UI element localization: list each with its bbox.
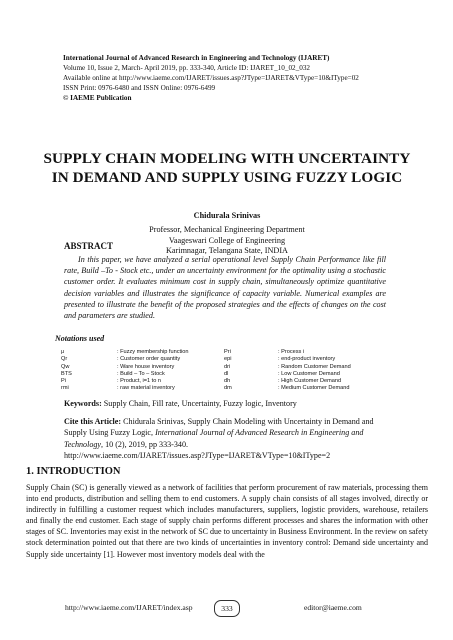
introduction-heading: 1. INTRODUCTION bbox=[26, 466, 121, 477]
notation-symbol: Qr bbox=[61, 356, 68, 363]
notation-symbol: dh bbox=[224, 378, 231, 385]
notation-symbol: epi bbox=[224, 356, 232, 363]
notation-meaning: : Ware house inventory bbox=[117, 363, 175, 370]
abstract-body: In this paper, we have analyzed a serial operational level Supply Chain Performance like fill rate, Build –To - Stock etc., under an uncertainty environment for the optimality using a stochastic customer order. It evaluates minimum cost in supply chain, simultaneously optimize quantitative decision variables and illustrates the significance of capacity variable. Numerical examples are presented to illustrate the benefit of the proposed strategies and the effects of changes on the cost and parameters are studied. bbox=[64, 255, 386, 321]
notation-meaning: : Fuzzy membership function bbox=[117, 349, 189, 355]
paper-title: SUPPLY CHAIN MODELING WITH UNCERTAINTY IN DEMAND AND SUPPLY USING FUZZY LOGIC bbox=[43, 150, 411, 186]
publisher-line: © IAEME Publication bbox=[63, 94, 132, 102]
notation-symbol: Pri bbox=[224, 349, 231, 355]
introduction-body: Supply Chain (SC) is generally viewed as a network of facilities that perform procurement of raw materials, processing them into end products, distribution and selling them to end customers. A supply chain consists of all stages involved, directly or indirectly in fulfilling a customer request which includes manufacturers, suppliers, logistic providers, warehouse, retailers and finally the end customer. Each stage of supply chain performs different processes and shares the information with other stages of SC. Inventories may exist in the network of SC due to uncertainty in Business Environment. In the review on safety stock determination pointed out that there are two kinds of uncertainties in inventory control: Demand side uncertainty and Supply side uncertainty [1]. However most inventory models deal with the bbox=[26, 483, 428, 559]
cite-text: Chidurala Srinivas, Supply Chain Modeling with Uncertainty in Demand and Supply Using Fuzzy Logic, bbox=[64, 417, 374, 438]
volume-line: Volume 10, Issue 2, March- April 2019, pp. 333-340, Article ID: IJARET_10_02_032 bbox=[63, 64, 311, 72]
notation-symbol: Pi bbox=[61, 378, 66, 385]
notation-meanings-right bbox=[278, 349, 388, 393]
notation-meaning: : Process i bbox=[278, 349, 305, 355]
notation-symbol: dl bbox=[224, 370, 229, 377]
keywords-label: Keywords: bbox=[64, 399, 102, 408]
notation-meaning: : end-product inventory bbox=[278, 356, 336, 363]
author-college: Vaageswari College of Engineering bbox=[168, 235, 286, 245]
notation-meaning: : Customer order quantity bbox=[117, 356, 181, 363]
cite-journal: International Journal of Advanced Research in Engineering and Technology bbox=[64, 428, 364, 449]
footer-email[interactable]: editor@iaeme.com bbox=[304, 603, 362, 612]
notation-symbols-left bbox=[61, 349, 116, 393]
issn-line: ISSN Print: 0976-6480 and ISSN Online: 0976-6499 bbox=[63, 84, 216, 92]
notation-symbols-right bbox=[224, 349, 276, 393]
author-location: Karimnagar, Telangana State, INDIA bbox=[166, 246, 288, 256]
available-online-line[interactable]: Available online at http://www.iaeme.com/IJARET/issues.asp?JType=IJARET&VType=10&IType=02 bbox=[63, 74, 359, 82]
keywords-line bbox=[64, 399, 404, 408]
notation-symbol: rmi bbox=[61, 385, 69, 392]
journal-header bbox=[63, 53, 443, 103]
abstract-heading: ABSTRACT bbox=[64, 241, 114, 251]
notation-symbol: Qw bbox=[61, 363, 70, 370]
notation-meaning: : Random Customer Demand bbox=[278, 363, 351, 370]
cite-volume: , 10 (2), 2019, pp 333-340. bbox=[101, 439, 189, 449]
cite-block bbox=[64, 416, 394, 461]
footer-url[interactable]: http://www.iaeme.com/IJARET/index.asp bbox=[65, 603, 193, 612]
notation-symbol: μ bbox=[61, 349, 65, 355]
notations-heading: Notations used bbox=[55, 334, 105, 343]
keywords-text: Supply Chain, Fill rate, Uncertainty, Fuzzy logic, Inventory bbox=[103, 399, 297, 408]
notation-meaning: : raw material inventory bbox=[117, 385, 175, 392]
journal-name: International Journal of Advanced Research in Engineering and Technology (IJARET) bbox=[63, 54, 330, 62]
notation-meaning: : High Customer Demand bbox=[278, 378, 342, 385]
notation-meanings-left bbox=[117, 349, 222, 393]
cite-url[interactable]: http://www.iaeme.com/IJARET/issues.asp?JType=IJARET&VType=10&IType=2 bbox=[64, 450, 331, 460]
notation-symbol: dm bbox=[224, 385, 232, 392]
cite-label: Cite this Article: bbox=[64, 417, 122, 426]
author-name: Chidurala Srinivas bbox=[193, 211, 261, 220]
notation-meaning: : Low Customer Demand bbox=[278, 370, 340, 377]
notation-meaning: : Medium Customer Demand bbox=[278, 385, 350, 392]
author-designation: Professor, Mechanical Engineering Department bbox=[149, 224, 305, 234]
notation-symbol: dri bbox=[224, 363, 231, 370]
notation-meaning: : Build – To – Stock bbox=[117, 370, 165, 377]
notation-symbol: BTS bbox=[61, 370, 72, 377]
notation-meaning: : Product, i=1 to n bbox=[117, 378, 161, 385]
page-number: 333 bbox=[214, 600, 240, 617]
